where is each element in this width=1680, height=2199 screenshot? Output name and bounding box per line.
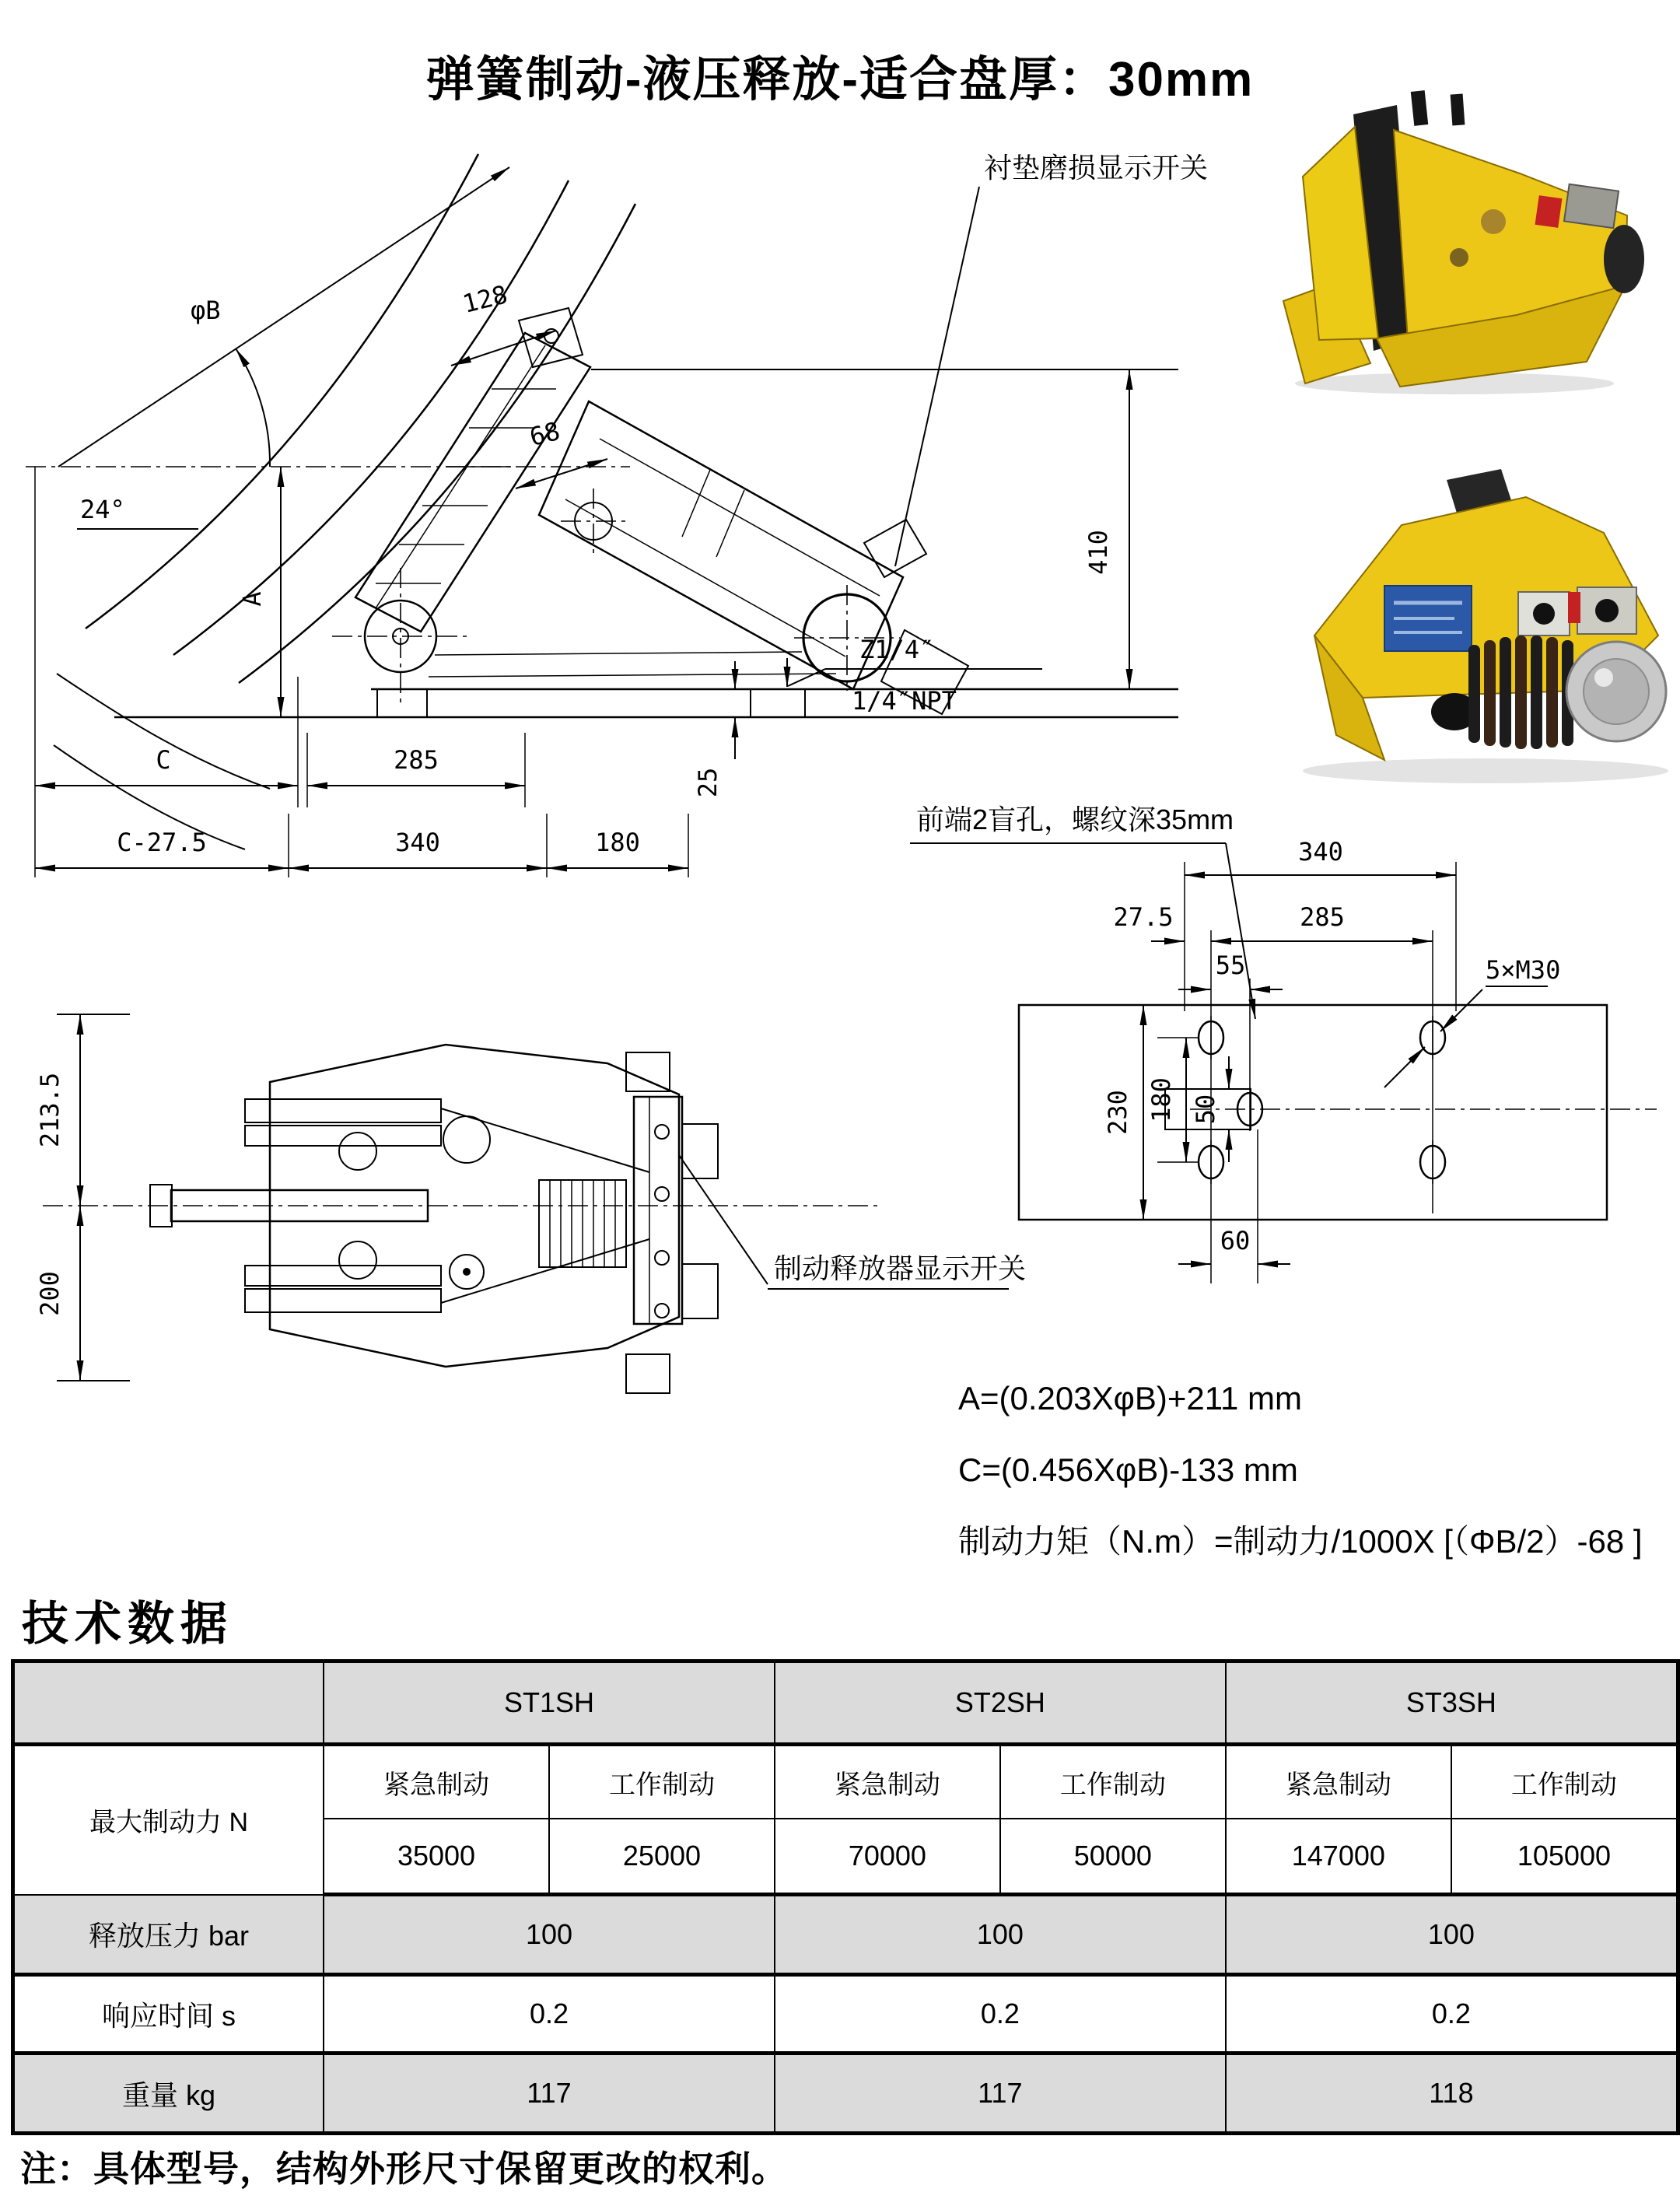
plan-hole — [339, 1133, 376, 1170]
m30-leader — [1384, 1047, 1425, 1087]
row-label-max-force: 最大制动力 N — [13, 1745, 324, 1895]
foot-block — [751, 689, 805, 717]
end-block — [682, 1264, 718, 1318]
value-cell: 35000 — [324, 1819, 549, 1895]
side-view-drawing — [12, 132, 1244, 879]
plan-hole-center — [463, 1268, 471, 1276]
bellows — [1468, 636, 1573, 749]
lever-arm — [441, 1239, 649, 1303]
red-valve — [1535, 195, 1563, 228]
formula-block — [958, 1363, 1658, 1577]
disc-arc-outer — [86, 154, 478, 629]
spec-table — [11, 1659, 1680, 2135]
dim-340: 340 — [1298, 837, 1343, 867]
value-cell: 70000 — [775, 1819, 1000, 1895]
angle-arc — [236, 348, 270, 467]
dim-50: 50 — [1191, 1094, 1220, 1125]
blind-hole-leader-label: 前端2盲孔，螺纹深35mm — [916, 804, 1234, 835]
plan-hole — [339, 1241, 376, 1279]
value-cell: 0.2 — [324, 1975, 775, 2054]
disc-arc-inner — [239, 204, 635, 683]
plate-hole — [655, 1251, 669, 1265]
arm-line — [429, 674, 836, 677]
model-header-row — [13, 1662, 1678, 1745]
bottom-foot — [626, 1354, 670, 1393]
pad-strip — [245, 1126, 441, 1146]
product-photo-top — [1260, 82, 1664, 401]
value-cell: 105000 — [1451, 1819, 1678, 1895]
dim-phi-b: φB — [191, 296, 221, 325]
phi-b-ray — [58, 167, 509, 467]
formula-A: A=(0.203XφB)+211 mm — [958, 1380, 1303, 1416]
cylinder-highlight — [1594, 668, 1613, 687]
plan-hole — [443, 1116, 490, 1163]
dim-340: 340 — [395, 828, 440, 857]
dim-285: 285 — [1300, 902, 1345, 932]
top-foot — [626, 1052, 670, 1091]
switch-port — [1533, 603, 1555, 625]
detail-hole — [1450, 248, 1468, 267]
value-cell: 100 — [1226, 1895, 1678, 1975]
switch-port — [1595, 599, 1619, 622]
valve-block — [1564, 184, 1619, 228]
foot-block — [377, 689, 427, 717]
pad-strip — [245, 1099, 441, 1122]
sub-header: 紧急制动 — [324, 1745, 549, 1819]
photo-shadow — [1303, 758, 1668, 783]
dim-z14: Z1/4″ — [859, 635, 935, 664]
value-cell: 25000 — [549, 1819, 775, 1895]
model-header-st2sh: ST2SH — [775, 1662, 1226, 1745]
plate-hole — [655, 1125, 669, 1139]
m30-leader — [1440, 989, 1482, 1031]
end-block — [682, 1124, 718, 1178]
dim-410: 410 — [1083, 530, 1113, 575]
dim-230: 230 — [1103, 1090, 1132, 1135]
release-cylinder-inner — [1584, 659, 1649, 724]
row-label-weight: 重量 kg — [13, 2054, 324, 2134]
detail-hole — [1481, 209, 1506, 234]
dim-npt: 1/4″NPT — [852, 686, 957, 716]
dim-68: 68 — [527, 415, 563, 452]
sub-header: 紧急制动 — [775, 1745, 1000, 1819]
value-cell: 100 — [324, 1895, 775, 1975]
plate-hole — [655, 1187, 669, 1201]
end-cap — [1604, 225, 1644, 293]
brake-pad — [355, 333, 590, 632]
dim-180: 180 — [1146, 1077, 1176, 1122]
dim-60: 60 — [1220, 1226, 1251, 1255]
bracket-hole — [544, 329, 558, 343]
dim-angle: 24° — [80, 495, 125, 524]
page-title: 弹簧制动-液压释放-适合盘厚：30mm — [425, 53, 1255, 107]
footer-note: 注：具体型号，结构外形尺寸保留更改的权利。 — [20, 2148, 788, 2189]
model-header-st1sh: ST1SH — [324, 1662, 775, 1745]
row-label-response: 响应时间 s — [13, 1975, 324, 2054]
dim-C: C — [156, 745, 171, 775]
response-time-row — [13, 1975, 1678, 2054]
sub-header: 紧急制动 — [1226, 1745, 1451, 1819]
weight-row — [13, 2054, 1678, 2134]
sub-header: 工作制动 — [549, 1745, 775, 1819]
dim-200: 200 — [35, 1271, 65, 1316]
value-cell: 147000 — [1226, 1819, 1451, 1895]
arm-line — [435, 652, 802, 655]
formula-C: C=(0.456XφB)-133 mm — [958, 1451, 1298, 1488]
release-plate — [634, 1097, 682, 1324]
section-heading: 技术数据 — [22, 1598, 233, 1650]
dim-line-128 — [451, 331, 556, 366]
red-detail — [1568, 592, 1580, 623]
value-cell: 118 — [1226, 2054, 1678, 2134]
pad-strip — [245, 1289, 441, 1312]
sub-header: 工作制动 — [1451, 1745, 1678, 1819]
release-leader-label: 制动释放器显示开关 — [774, 1252, 1027, 1284]
dim-25: 25 — [693, 767, 723, 798]
port-leader-diag — [788, 669, 825, 686]
release-leader-diag — [679, 1155, 768, 1284]
dim-A: A — [237, 591, 267, 607]
dim-285: 285 — [394, 745, 439, 775]
sub-header: 工作制动 — [1000, 1745, 1226, 1819]
dim-C-27-5: C-27.5 — [117, 828, 207, 857]
value-cell: 117 — [775, 2054, 1226, 2134]
disc-arc-mid — [173, 180, 569, 655]
dim-128: 128 — [460, 279, 511, 320]
wear-switch-block — [864, 520, 926, 577]
value-cell: 0.2 — [775, 1975, 1226, 2054]
release-pressure-row — [13, 1895, 1678, 1975]
piston-line — [716, 490, 744, 557]
plate-hole — [655, 1304, 669, 1318]
product-photo-bottom — [1268, 455, 1680, 790]
pad-wear-leader-label: 衬垫磨损显示开关 — [984, 152, 1209, 184]
dim-m30: 5×M30 — [1486, 955, 1561, 985]
value-cell: 100 — [775, 1895, 1226, 1975]
prong — [1451, 93, 1465, 125]
value-cell: 0.2 — [1226, 1975, 1678, 2054]
dim-27-5: 27.5 — [1113, 902, 1174, 932]
blind-leader-diag — [1226, 843, 1255, 1019]
empty-header-cell — [13, 1662, 324, 1745]
row-label-release: 释放压力 bar — [13, 1895, 324, 1975]
dim-180: 180 — [595, 828, 640, 857]
model-header-st3sh: ST3SH — [1226, 1662, 1678, 1745]
pad-wear-leader-line — [895, 187, 979, 566]
prong — [1411, 90, 1429, 126]
value-cell: 50000 — [1000, 1819, 1226, 1895]
piston-line — [682, 470, 710, 537]
mounting-pattern-drawing — [887, 778, 1680, 1307]
dim-55: 55 — [1215, 951, 1246, 980]
formula-torque: 制动力矩（N.m）=制动力/1000X [（ΦB/2）-68 ] — [958, 1523, 1643, 1560]
pad-strip — [245, 1266, 441, 1286]
sub-header-row — [13, 1745, 1678, 1819]
value-cell: 117 — [324, 2054, 775, 2134]
dim-213-5: 213.5 — [35, 1072, 65, 1148]
bolt-holes — [1199, 1016, 1445, 1184]
